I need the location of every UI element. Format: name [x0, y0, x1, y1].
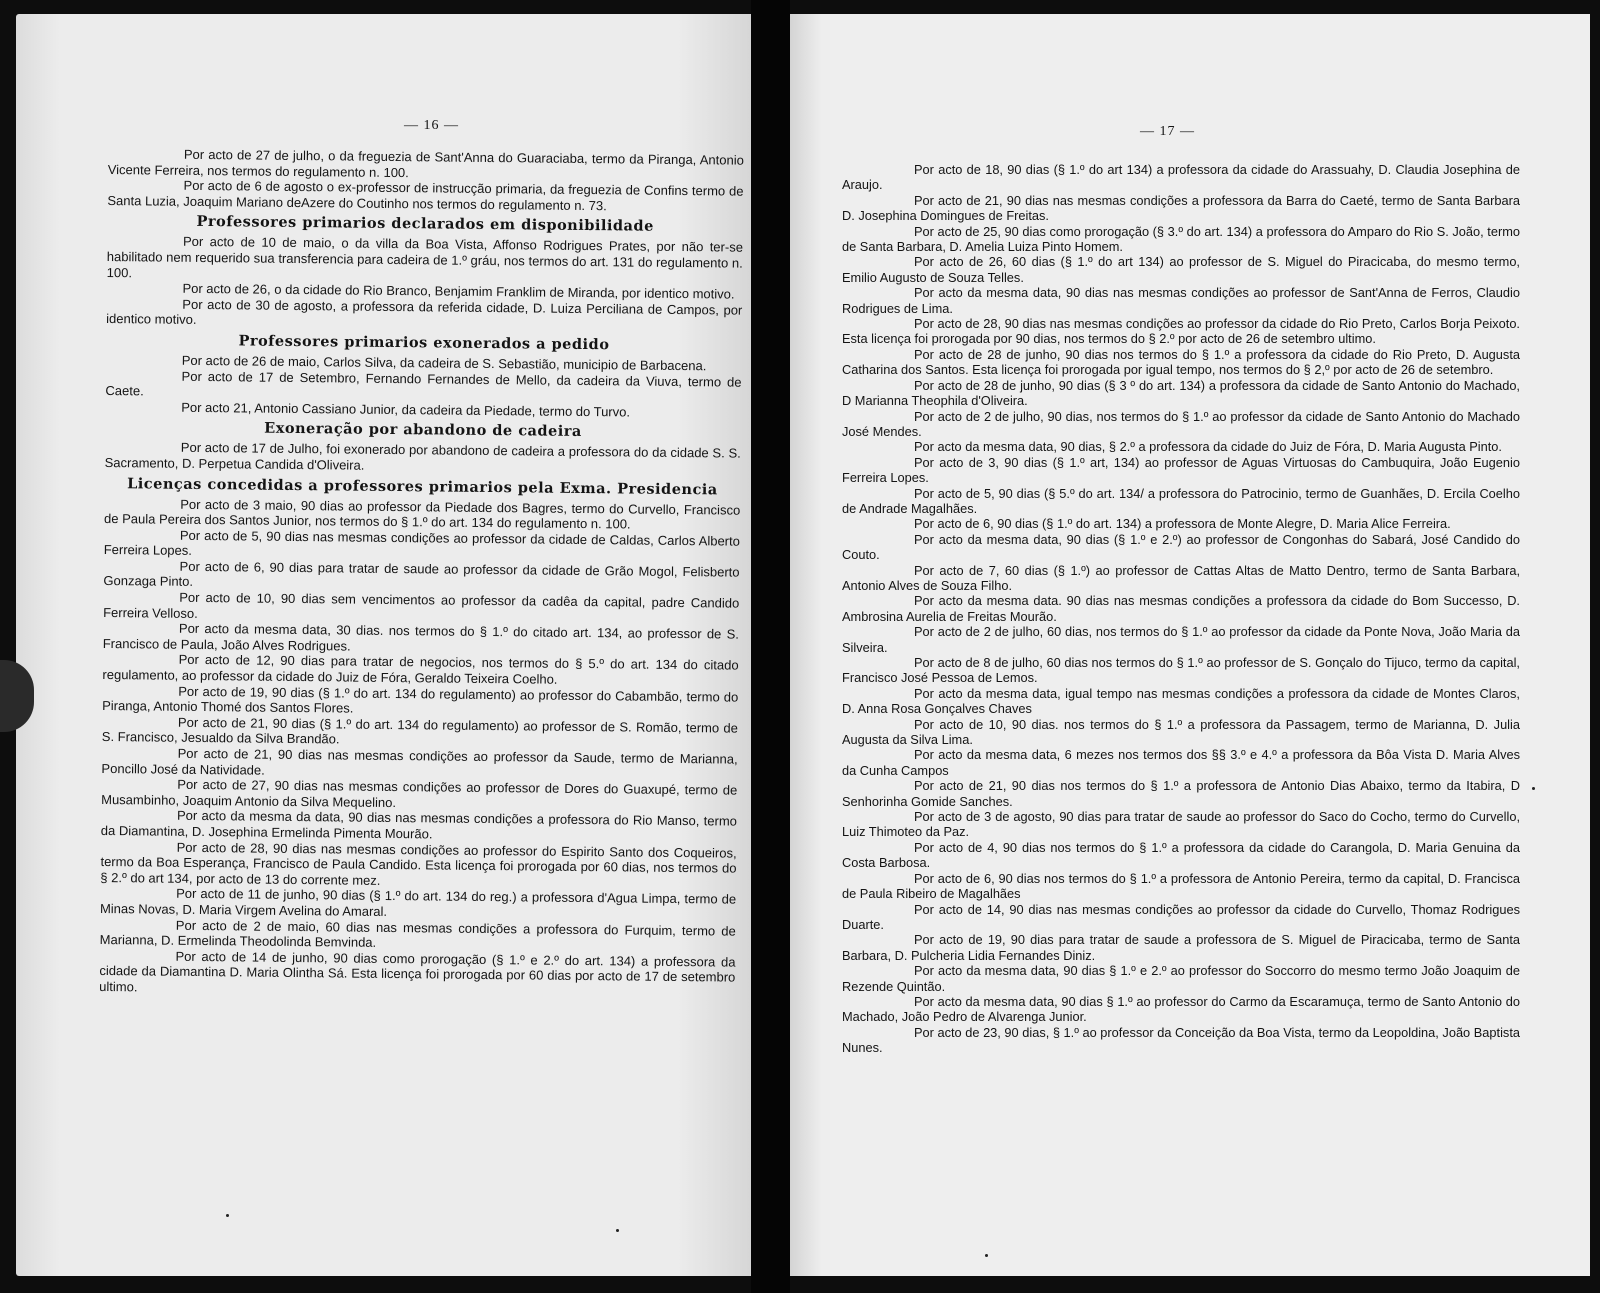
- paragraph: Por acto da mesma data, 90 dias (§ 1.º e 2.º) ao professor de Congonhas do Sabará, José Candido do Couto.: [842, 531, 1520, 563]
- ink-speck: [985, 1254, 988, 1257]
- paragraph: Por acto de 26 de maio, Carlos Silva, da cadeira de S. Sebastião, municipio de Barbacena.: [181, 352, 707, 374]
- paragraph: Por acto da mesma da data, 90 dias nas mesmas condições a professora do Rio Manso, termo da Diamantina, D. Josephina Ermelinda Pimenta Mourão.: [100, 808, 738, 842]
- paragraph: Por acto de 6, 90 dias (§ 1.º do art. 134) a professora de Monte Alegre, D. Maria Alice Ferreira.: [914, 516, 1451, 532]
- section-heading: Professores primarios declarados em disponibilidade: [196, 213, 654, 236]
- paragraph: Por acto de 5, 90 dias nas mesmas condições ao professor da cidade de Caldas, Carlos Alberto Ferreira Lopes.: [103, 527, 740, 559]
- paragraph: Por acto de 17 de Setembro, Fernando Fernandes de Mello, da cadeira da Viuva, termo de Caete.: [105, 368, 742, 399]
- paragraph: Por acto de 28, 90 dias nas mesmas condições ao professor do Espirito Santo dos Coqueiros, termo da Boa Esperança, Francisco de Paula Candido. Esta licença foi prorogada por 60 dias, nos termos do § 2.º do art 134, por acto de 13 do corrente mez.: [100, 839, 737, 888]
- paragraph: Por acto de 21, 90 dias nos termos do § 1.º a professora de Antonio Dias Abaixo, termo da Itabira, D Senhorinha Gomide Sanches.: [842, 778, 1520, 809]
- paragraph: Por acto de 10, 90 dias sem vencimentos ao professor da cadêa da capital, padre Candido Ferreira Velloso.: [103, 589, 740, 621]
- paragraph: Por acto de 27, 90 dias nas mesmas condições ao professor de Dores do Guaxupé, termo de Musambinho, Joaquim Antonio da Silva Mequelino.: [101, 776, 738, 810]
- page-content: [842, 162, 1520, 1056]
- paragraph: Por acto de 8 de julho, 60 dias nos termos do § 1.º ao professor de S. Gonçalo do Tijuco, termo da capital, Francisco José Pessoa de Lemos.: [842, 655, 1520, 686]
- left-page: [16, 14, 751, 1276]
- paragraph: Por acto da mesma data, 30 dias. nos termos do § 1.º do citado art. 134, ao professor de S. Francisco de Paula, João Alves Rodrigues.: [102, 621, 739, 654]
- paragraph: Por acto 21, Antonio Cassiano Junior, da cadeira da Piedade, termo do Turvo.: [181, 399, 631, 420]
- section-heading: Professores primarios exonerados a pedido: [238, 332, 610, 354]
- paragraph: Por acto de 6 de agosto o ex-professor de instrucção primaria, da freguezia de Confins termo de Santa Luzia, Joaquim Mariano deAzere do Coutinho nos termos do regulamento n. 73.: [107, 177, 744, 214]
- section-heading: Licenças concedidas a professores primarios pela Exma. Presidencia: [127, 474, 718, 498]
- paragraph: Por acto de 14, 90 dias nas mesmas condições ao professor da cidade do Curvello, Thomaz Rodrigues Duarte.: [842, 901, 1520, 932]
- paragraph: Por acto de 30 de agosto, a professora da referida cidade, D. Luiza Perciliana de Campos, por identico motivo.: [106, 296, 743, 328]
- paragraph: Por acto de 19, 90 dias (§ 1.º do art. 134 do regulamento) ao professor do Cabambão, termo do Piranga, Antonio Thomé dos Santos Flores.: [102, 683, 739, 716]
- paragraph: Por acto de 25, 90 dias como prorogação (§ 3.º do art. 134) a professora do Amparo do Rio S. João, termo de Santa Barbara, D. Amelia Luiza Pinto Homem.: [842, 223, 1520, 255]
- paragraph: Por acto de 10 de maio, o da villa da Boa Vista, Affonso Rodrigues Prates, por não ter-se habilitado nem requerido sua transferencia para cadeira de 1.º gráu, nos termos do art. 131 do regulamento n. 100.: [106, 234, 744, 280]
- paragraph: Por acto de 28 de junho, 90 dias nos termos do § 1.º a professora da cidade do Rio Preto, D. Augusta Catharina dos Santos. Esta licença foi prorogada por igual tempo, nos termos do § 2,º por acto de 26 de setembro.: [842, 346, 1520, 378]
- page-number: — 16 —: [404, 118, 459, 133]
- paragraph: Por acto da mesma data, 6 mezes nos termos dos §§ 3.º e 4.º a professora da Bôa Vista D. Maria Alves da Cunha Campos: [842, 747, 1520, 778]
- paragraph: Por acto de 26, 60 dias (§ 1.º do art 134) ao professor de S. Miguel do Piracicaba, do mesmo termo, Emilio Augusto de Souza Telles.: [842, 254, 1520, 285]
- paragraph: Por acto da mesma data. 90 dias nas mesmas condições a professora da cidade do Bom Successo, D. Ambrosina Aurelia de Freitas Mourão.: [842, 593, 1520, 624]
- paragraph: Por acto de 21, 90 dias (§ 1.º do art. 134 do regulamento) ao professor de S. Romão, termo de S. Francisco, Jesualdo da Silva Brandão.: [101, 714, 739, 747]
- paragraph: Por acto de 18, 90 dias (§ 1.º do art 134) a professora da cidade do Arassuahy, D. Claudia Josephina de Araujo.: [842, 162, 1520, 193]
- paragraph: Por acto de 3, 90 dias (§ 1.º art, 134) ao professor de Aguas Virtuosas do Cambuquira, João Eugenio Ferreira Lopes.: [842, 454, 1520, 486]
- paragraph: Por acto da mesma data, igual tempo nas mesmas condições a professora da cidade de Montes Claros, D. Anna Rosa Gonçalves Chaves: [842, 685, 1520, 717]
- paragraph: Por acto de 12, 90 dias para tratar de negocios, nos termos do § 5.º do art. 134 do citado regulamento, ao professor da cidade do Juiz de Fóra, Geraldo Teixeira Coelho.: [102, 652, 739, 687]
- paragraph: Por acto da mesma data, 90 dias, § 2.º a professora da cidade do Juiz de Fóra, D. Maria Augusta Pinto.: [914, 439, 1502, 455]
- paragraph: Por acto de 11 de junho, 90 dias (§ 1.º do art. 134 do reg.) a professora d'Agua Limpa, termo de Minas Novas, D. Maria Virgem Avelina do Amaral.: [99, 886, 737, 919]
- paragraph: Por acto de 3 maio, 90 dias ao professor da Piedade dos Bagres, termo do Curvello, Francisco de Paula Pereira dos Santos Junior, nos termos do § 1.º do art. 134 do regulamento n. 100.: [104, 496, 741, 532]
- paragraph: Por acto de 23, 90 dias, § 1.º ao professor da Conceição da Boa Vista, termo da Leopoldina, João Baptista Nunes.: [842, 1024, 1520, 1056]
- paragraph: Por acto de 21, 90 dias nas mesmas condições a professora da Barra do Caeté, termo de Santa Barbara D. Josephina Domingues de Freitas.: [842, 192, 1520, 224]
- paragraph: Por acto de 17 de Julho, foi exonerado por abandono de cadeira a professora do da cidade S. S. Sacramento, D. Perpetua Candida d'Oliveira.: [104, 440, 741, 473]
- paragraph: Por acto de 7, 60 dias (§ 1.º) ao professor de Cattas Altas de Matto Dentro, termo de Santa Barbara, Antonio Alves de Souza Filho.: [842, 562, 1520, 593]
- paragraph: Por acto de 4, 90 dias nos termos do § 1.º a professora da cidade do Carangola, D. Maria Genuina da Costa Barbosa.: [842, 839, 1520, 871]
- paragraph: Por acto de 6, 90 dias para tratar de saude ao professor da cidade de Grão Mogol, Felisberto Gonzaga Pinto.: [103, 558, 740, 590]
- paragraph: Por acto de 3 de agosto, 90 dias para tratar de saude ao professor do Saco do Cocho, termo do Curvello, Luiz Thimoteo da Paz.: [842, 809, 1520, 840]
- ink-speck: [226, 1214, 229, 1217]
- paragraph: Por acto de 2 de maio, 60 dias nas mesmas condições a professora do Furquim, termo de Marianna, D. Ermelinda Theodolinda Bemvinda.: [99, 917, 736, 950]
- paragraph: Por acto de 5, 90 dias (§ 5.º do art. 134/ a professora do Patrocinio, termo de Guanhães, D. Ercila Coelho de Andrade Magalhães.: [842, 485, 1520, 516]
- paragraph: Por acto de 10, 90 dias. nos termos do § 1.º a professora da Passagem, termo de Marianna, D. Julia Augusta da Silva Lima.: [842, 716, 1520, 748]
- ink-speck: [616, 1229, 619, 1232]
- paragraph: Por acto de 19, 90 dias para tratar de saude a professora de S. Miguel de Piracicaba, termo de Santa Barbara, D. Pulcheria Lidia Fernandes Diniz.: [842, 932, 1520, 963]
- paragraph: Por acto de 14 de junho, 90 dias como prorogação (§ 1.º e 2.º do art. 134) a professora da cidade da Diamantina D. Maria Olintha Sá. Esta licença foi prorogada por 60 dias por acto de 17 de setembro ultimo.: [99, 948, 736, 995]
- page-content: [99, 146, 744, 1001]
- paragraph: Por acto de 2 de julho, 90 dias, nos termos do § 1.º ao professor da cidade de Santo Antonio do Machado José Mendes.: [842, 408, 1520, 439]
- right-page: [790, 14, 1590, 1276]
- paragraph: Por acto de 26, o da cidade do Rio Branco, Benjamim Franklim de Miranda, por identico motivo.: [182, 280, 735, 302]
- paragraph: Por acto de 6, 90 dias nos termos do § 1.º a professora de Antonio Pereira, termo da capital, D. Francisca de Paula Ribeiro de Magalhães: [842, 870, 1520, 902]
- paragraph: Por acto de 28, 90 dias nas mesmas condições ao professor da cidade do Rio Preto, Carlos Borja Peixoto. Esta licença foi prorogada por 90 dias, nos termos do § 2.º por acto de 26 de setembro ultimo.: [842, 316, 1520, 347]
- paragraph: Por acto da mesma data, 90 dias § 1.º e 2.º ao professor do Soccorro do mesmo termo João Joaquim de Rezende Quintão.: [842, 963, 1520, 994]
- paragraph: Por acto da mesma data, 90 dias § 1.º ao professor do Carmo da Escaramuça, termo de Santo Antonio do Machado, João Pedro de Alvarenga Junior.: [842, 993, 1520, 1025]
- paragraph: Por acto de 21, 90 dias nas mesmas condições ao professor da Saude, termo de Marianna, Poncillo José da Natividade.: [101, 745, 738, 778]
- paragraph: Por acto da mesma data, 90 dias nas mesmas condições ao professor de Sant'Anna de Ferros, Claudio Rodrigues de Lima.: [842, 285, 1520, 316]
- paragraph: Por acto de 2 de julho, 60 dias, nos termos do § 1.º ao professor da cidade da Ponte Nova, João Maria da Silveira.: [842, 624, 1520, 655]
- book-gutter: [751, 0, 790, 1293]
- section-heading: Exoneração por abandono de cadeira: [264, 419, 582, 441]
- ink-speck: [1532, 787, 1535, 790]
- paragraph: Por acto de 27 de julho, o da freguezia de Sant'Anna do Guaraciaba, termo da Piranga, Antonio Vicente Ferreira, nos termos do regulamento n. 100.: [107, 146, 744, 180]
- paragraph: Por acto de 28 de junho, 90 dias (§ 3 º do art. 134) a professora da cidade de Santo Antonio do Machado, D Marianna Theophila d'Oliveira.: [842, 377, 1520, 409]
- page-number: — 17 —: [1140, 124, 1195, 139]
